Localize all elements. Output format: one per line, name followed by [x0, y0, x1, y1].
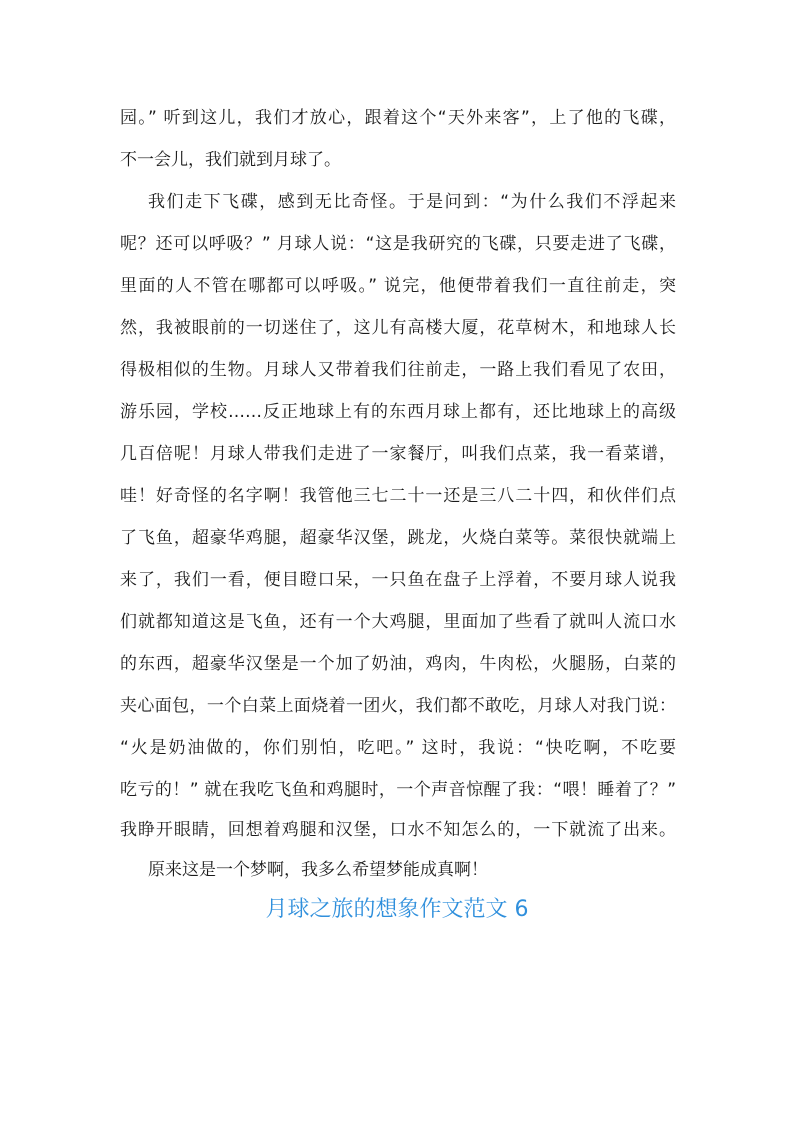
paragraph-line: 的东西，超豪华汉堡是一个加了奶油，鸡肉，牛肉松，火腿肠，白菜的	[120, 654, 676, 674]
paragraph-line: 们就都知道这是飞鱼，还有一个大鸡腿，里面加了些看了就叫人流口水	[120, 612, 676, 632]
paragraph-line: 游乐园，学校……反正地球上有的东西月球上都有，还比地球上的高级	[120, 402, 676, 422]
paragraph-line: 园。” 听到这儿，我们才放心，跟着这个“天外来客”，上了他的飞碟，	[120, 108, 676, 128]
section-heading: 月球之旅的想象作文范文 6	[265, 897, 529, 922]
paragraph-line: 吃亏的！” 就在我吃飞鱼和鸡腿时，一个声音惊醒了我：“喂！睡着了？”	[120, 780, 676, 800]
paragraph-line: 原来这是一个梦啊，我多么希望梦能成真啊！	[148, 860, 488, 880]
paragraph-line: 不一会儿，我们就到月球了。	[120, 150, 341, 170]
paragraph-line: 几百倍呢！月球人带我们走进了一家餐厅，叫我们点菜，我一看菜谱，	[120, 444, 676, 464]
paragraph-line: 呢？还可以呼吸？” 月球人说：“这是我研究的飞碟，只要走进了飞碟，	[120, 234, 676, 254]
paragraph-line: 我们走下飞碟，感到无比奇怪。于是问到：“为什么我们不浮起来	[148, 192, 676, 212]
paragraph-line: 然，我被眼前的一切迷住了，这儿有高楼大厦，花草树木，和地球人长	[120, 318, 676, 338]
paragraph-line: 了飞鱼，超豪华鸡腿，超豪华汉堡，跳龙，火烧白菜等。菜很快就端上	[120, 528, 676, 548]
paragraph-line: “火是奶油做的，你们别怕，吃吧。” 这时，我说：“快吃啊，不吃要	[120, 738, 676, 758]
paragraph-line: 夹心面包，一个白菜上面烧着一团火，我们都不敢吃，月球人对我门说：	[120, 696, 676, 716]
paragraph-line: 来了，我们一看，便目瞪口呆，一只鱼在盘子上浮着，不要月球人说我	[120, 570, 676, 590]
paragraph-line: 里面的人不管在哪都可以呼吸。” 说完，他便带着我们一直往前走，突	[120, 276, 676, 296]
paragraph-line: 得极相似的生物。月球人又带着我们往前走，一路上我们看见了农田，	[120, 360, 676, 380]
paragraph-line: 哇！好奇怪的名字啊！我管他三七二十一还是三八二十四，和伙伴们点	[120, 486, 676, 506]
paragraph-line: 我睁开眼睛，回想着鸡腿和汉堡，口水不知怎么的，一下就流了出来。	[120, 820, 676, 840]
